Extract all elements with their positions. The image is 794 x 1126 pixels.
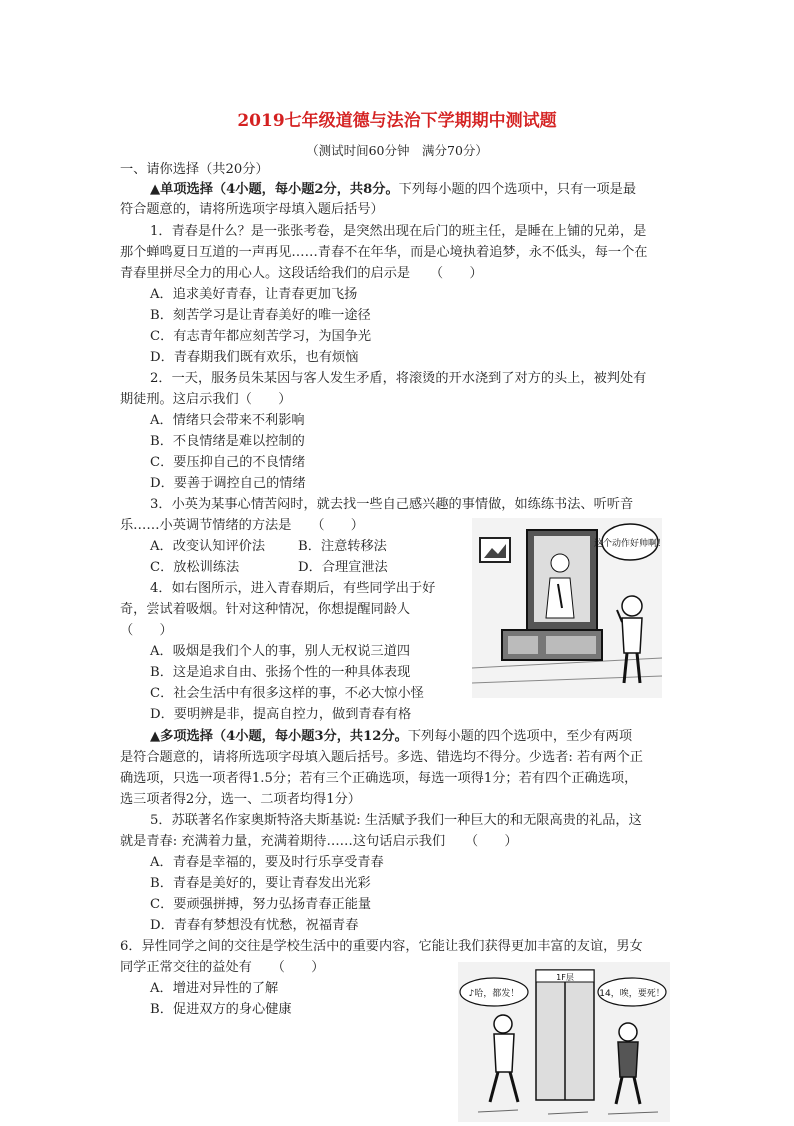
multi-choice-instruction-cont: 选三项者得2分，选一、二项者均得1分） xyxy=(120,792,361,807)
q5-line: 就是青春: 充满着力量，充满着期待……这句话启示我们 （ ） xyxy=(120,834,518,849)
q6-line: 6．异性同学之间的交往是学校生活中的重要内容，它能让我们获得更加丰富的友谊，男女 xyxy=(120,939,643,954)
q1-option-a: A．追求美好青春，让青春更加飞扬 xyxy=(150,287,358,302)
elevator-floor-label: 1F层 xyxy=(556,973,574,982)
q2-option-b: B．不良情绪是难以控制的 xyxy=(150,434,305,449)
q1-option-b: B．刻苦学习是让青春美好的唯一途径 xyxy=(150,308,371,323)
q4-illustration xyxy=(472,518,662,698)
q1-line: 青春里拼尽全力的用心人。这段话给我们的启示是 （ ） xyxy=(120,266,483,281)
single-choice-instruction: 下列每小题的四个选项中，只有一项是最 xyxy=(398,182,637,197)
multi-choice-instruction: 下列每小题的四个选项中，至少有两项 xyxy=(407,729,633,744)
q2-option-c: C．要压抑自己的不良情绪 xyxy=(150,455,306,470)
q1-line: 那个蝉鸣夏日互道的一声再见……青春不在年华，而是心境执着追梦，永不低头，每一个在 xyxy=(120,245,648,260)
tv-cartoon-image xyxy=(472,518,662,698)
single-choice-title: ▲单项选择（4小题，每小题2分，共8分。 xyxy=(150,182,399,197)
left-speech-bubble: ♪哈，都发！ xyxy=(468,989,520,999)
single-choice-heading xyxy=(150,180,636,200)
multi-choice-instruction-cont: 确选项，只选一项者得1.5分；若有三个正确选项，每选一项得1分；若有四个正确选项， xyxy=(120,771,638,786)
q5-option-a: A．青春是幸福的，要及时行乐享受青春 xyxy=(150,855,384,870)
q3-option-b: B．注意转移法 xyxy=(298,539,387,554)
page-title: 2019七年级道德与法治下学期期中测试题 xyxy=(237,111,557,131)
q3-line: 3．小英为某事心情苦闷时，就去找一些自己感兴趣的事情做，如练练书法、听听音 xyxy=(150,497,634,512)
right-speech-bubble: 14，唉，要死！ xyxy=(599,989,665,999)
q5-option-c: C．要顽强拼搏，努力弘扬青春正能量 xyxy=(150,897,372,912)
multi-choice-title: ▲多项选择（4小题，每小题3分，共12分。 xyxy=(150,729,408,744)
q2-line: 2．一天，服务员朱某因与客人发生矛盾，将滚烫的开水浇到了对方的头上，被判处有 xyxy=(150,371,647,386)
q5-line: 5．苏联著名作家奥斯特洛夫斯基说: 生活赋予我们一种巨大的和无限高贵的礼品，这 xyxy=(150,813,642,828)
q3-line: 乐……小英调节情绪的方法是 （ ） xyxy=(120,518,364,533)
q5-option-d: D．青春有梦想没有忧愁，祝福青春 xyxy=(150,918,359,933)
q6-line: 同学正常交往的益处有 （ ） xyxy=(120,960,325,975)
q5-option-b: B．青春是美好的，要让青春发出光彩 xyxy=(150,876,371,891)
q2-line: 期徒刑。这启示我们（ ） xyxy=(120,392,292,407)
q4-speech-bubble: 这个动作好帅啊！ xyxy=(593,539,662,549)
page-subtitle: （测试时间60分钟 满分70分） xyxy=(306,143,488,158)
q3-option-c: C．放松训练法 xyxy=(150,560,240,575)
q4-option-c: C．社会生活中有很多这样的事，不必大惊小怪 xyxy=(150,686,424,701)
q3-option-a: A．改变认知评价法 xyxy=(150,539,266,554)
multi-choice-heading xyxy=(150,727,632,747)
q3-option-d: D．合理宣泄法 xyxy=(298,560,388,575)
q4-line: （ ） xyxy=(120,623,173,638)
q4-line: 4．如右图所示，进入青春期后，有些同学出于好 xyxy=(150,581,436,596)
q1-option-c: C．有志青年都应刻苦学习，为国争光 xyxy=(150,329,372,344)
elevator-cartoon-image xyxy=(458,962,670,1122)
q2-option-a: A．情绪只会带来不利影响 xyxy=(150,413,305,428)
q1-option-d: D．青春期我们既有欢乐，也有烦恼 xyxy=(150,350,359,365)
section-heading: 一、请你选择（共20分） xyxy=(120,162,269,177)
multi-choice-instruction-cont: 是符合题意的，请将所选项字母填入题后括号。多选、错选均不得分。少选者: 若有两个正 xyxy=(120,750,643,765)
q6-illustration xyxy=(458,962,670,1122)
q6-option-a: A．增进对异性的了解 xyxy=(150,981,279,996)
q4-option-d: D．要明辨是非，提高自控力，做到青春有格 xyxy=(150,707,412,722)
q4-option-b: B．这是追求自由、张扬个性的一种具体表现 xyxy=(150,665,411,680)
q4-option-a: A．吸烟是我们个人的事，别人无权说三道四 xyxy=(150,644,411,659)
q1-line: 1．青春是什么？是一张张考卷，是突然出现在后门的班主任，是睡在上铺的兄弟，是 xyxy=(150,224,647,239)
q6-option-b: B．促进双方的身心健康 xyxy=(150,1002,292,1017)
q2-option-d: D．要善于调控自己的情绪 xyxy=(150,476,306,491)
q4-line: 奇，尝试着吸烟。针对这种情况，你想提醒同龄人 xyxy=(120,602,411,617)
single-choice-instruction-cont: 符合题意的，请将所选项字母填入题后括号） xyxy=(120,202,384,217)
